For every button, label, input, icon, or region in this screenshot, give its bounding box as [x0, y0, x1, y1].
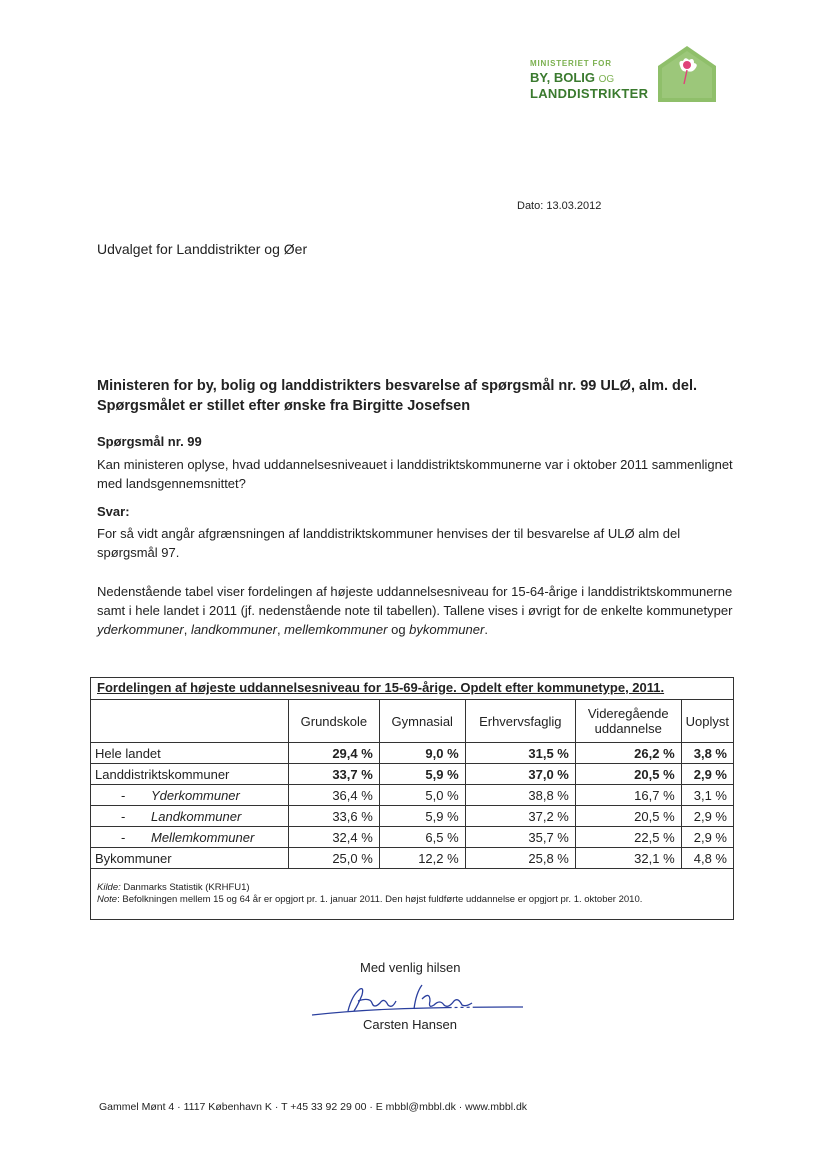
- table-header: Gymnasial: [379, 700, 465, 743]
- row-label: Bykommuner: [91, 848, 288, 869]
- table-cell: 37,0 %: [465, 764, 575, 785]
- education-table-box: [90, 677, 734, 920]
- table-cell: 25,8 %: [465, 848, 575, 869]
- table-row: [91, 743, 733, 764]
- table-note: Note: Befolkningen mellem 15 og 64 år er opgjort pr. 1. januar 2011. Den højst fuldførte uddannelse er opgjort pr. 1. oktober 2010.: [97, 894, 643, 905]
- table-cell: 26,2 %: [575, 743, 681, 764]
- footer-address: Gammel Mønt 4 · 1117 København K · T +45 33 92 29 00 · E mbbl@mbbl.dk · www.mbbl.dk: [99, 1101, 528, 1113]
- table-header: Uoplyst: [681, 700, 733, 743]
- ministry-logo-house-icon: [656, 44, 718, 104]
- letter-date: Dato: 13.03.2012: [517, 200, 602, 212]
- table-cell: 31,5 %: [465, 743, 575, 764]
- table-row: [91, 806, 733, 827]
- table-cell: 20,5 %: [575, 806, 681, 827]
- table-cell: 36,4 %: [288, 785, 379, 806]
- table-notes: [97, 882, 723, 906]
- closing-greeting: Med venlig hilsen: [360, 960, 461, 975]
- table-cell: 20,5 %: [575, 764, 681, 785]
- table-header: Videregående uddannelse: [575, 700, 681, 743]
- table-cell: 4,8 %: [681, 848, 733, 869]
- logo-line-3: LANDDISTRIKTER: [530, 86, 649, 101]
- answer-text: For så vidt angår afgrænsningen af landdistriktskommuner henvises der til besvarelse af ULØ alm del spørgsmål 97.: [97, 526, 681, 560]
- signatory-name: Carsten Hansen: [363, 1017, 457, 1032]
- education-table: [91, 699, 733, 869]
- table-cell: 9,0 %: [379, 743, 465, 764]
- table-cell: 6,5 %: [379, 827, 465, 848]
- table-row: [91, 785, 733, 806]
- table-cell: 16,7 %: [575, 785, 681, 806]
- row-label: - Mellemkommuner: [91, 827, 288, 848]
- row-label: Landdistriktskommuner: [91, 764, 288, 785]
- table-cell: 3,1 %: [681, 785, 733, 806]
- table-cell: 12,2 %: [379, 848, 465, 869]
- table-cell: 29,4 %: [288, 743, 379, 764]
- table-cell: 35,7 %: [465, 827, 575, 848]
- table-row: [91, 848, 733, 869]
- logo-line-2: BY, BOLIG OG: [530, 70, 615, 85]
- table-cell: 37,2 %: [465, 806, 575, 827]
- row-label: - Yderkommuner: [91, 785, 288, 806]
- table-header: Erhvervsfaglig: [465, 700, 575, 743]
- table-cell: 5,9 %: [379, 764, 465, 785]
- table-cell: 5,9 %: [379, 806, 465, 827]
- table-header-empty: [91, 700, 288, 743]
- table-cell: 5,0 %: [379, 785, 465, 806]
- ministry-logo-text: [530, 60, 648, 100]
- table-title: Fordelingen af højeste uddannelsesniveau for 15-69-årige. Opdelt efter kommunetype, 2011.: [97, 680, 665, 695]
- logo-line-1: MINISTERIET FOR: [530, 59, 612, 68]
- answer-title: Svar:: [97, 504, 130, 519]
- table-cell: 32,4 %: [288, 827, 379, 848]
- table-cell: 2,9 %: [681, 806, 733, 827]
- table-cell: 25,0 %: [288, 848, 379, 869]
- table-header-row: [91, 700, 733, 743]
- table-cell: 32,1 %: [575, 848, 681, 869]
- table-cell: 3,8 %: [681, 743, 733, 764]
- table-cell: 38,8 %: [465, 785, 575, 806]
- row-label: - Landkommuner: [91, 806, 288, 827]
- table-cell: 33,7 %: [288, 764, 379, 785]
- table-header: Grundskole: [288, 700, 379, 743]
- table-intro-paragraph: Nedenstående tabel viser fordelingen af højeste uddannelsesniveau for 15-64-årige i landdistriktskommunerne samt i hele landet i 2011 (jf. nedenstående note til tabellen). Tallene vises i øvrigt for de enkelte kommunetyper yderkommuner, landkommuner, mellemkommuner og bykommuner.: [97, 584, 733, 637]
- table-row: [91, 764, 733, 785]
- table-row: [91, 827, 733, 848]
- table-source: Kilde: Danmarks Statistik (KRHFU1): [97, 882, 250, 893]
- table-cell: 22,5 %: [575, 827, 681, 848]
- table-cell: 2,9 %: [681, 827, 733, 848]
- recipient: Udvalget for Landdistrikter og Øer: [97, 241, 308, 257]
- table-cell: 33,6 %: [288, 806, 379, 827]
- question-text: Kan ministeren oplyse, hvad uddannelsesniveauet i landdistriktskommunerne var i oktober 2011 sammenlignet med landsgennemsnittet?: [97, 457, 733, 491]
- letter-heading: Ministeren for by, bolig og landdistrikters besvarelse af spørgsmål nr. 99 ULØ, alm. del. Spørgsmålet er stillet efter ønske fra Birgitte Josefsen: [97, 378, 698, 414]
- table-cell: 2,9 %: [681, 764, 733, 785]
- question-title: Spørgsmål nr. 99: [97, 434, 202, 449]
- row-label: Hele landet: [91, 743, 288, 764]
